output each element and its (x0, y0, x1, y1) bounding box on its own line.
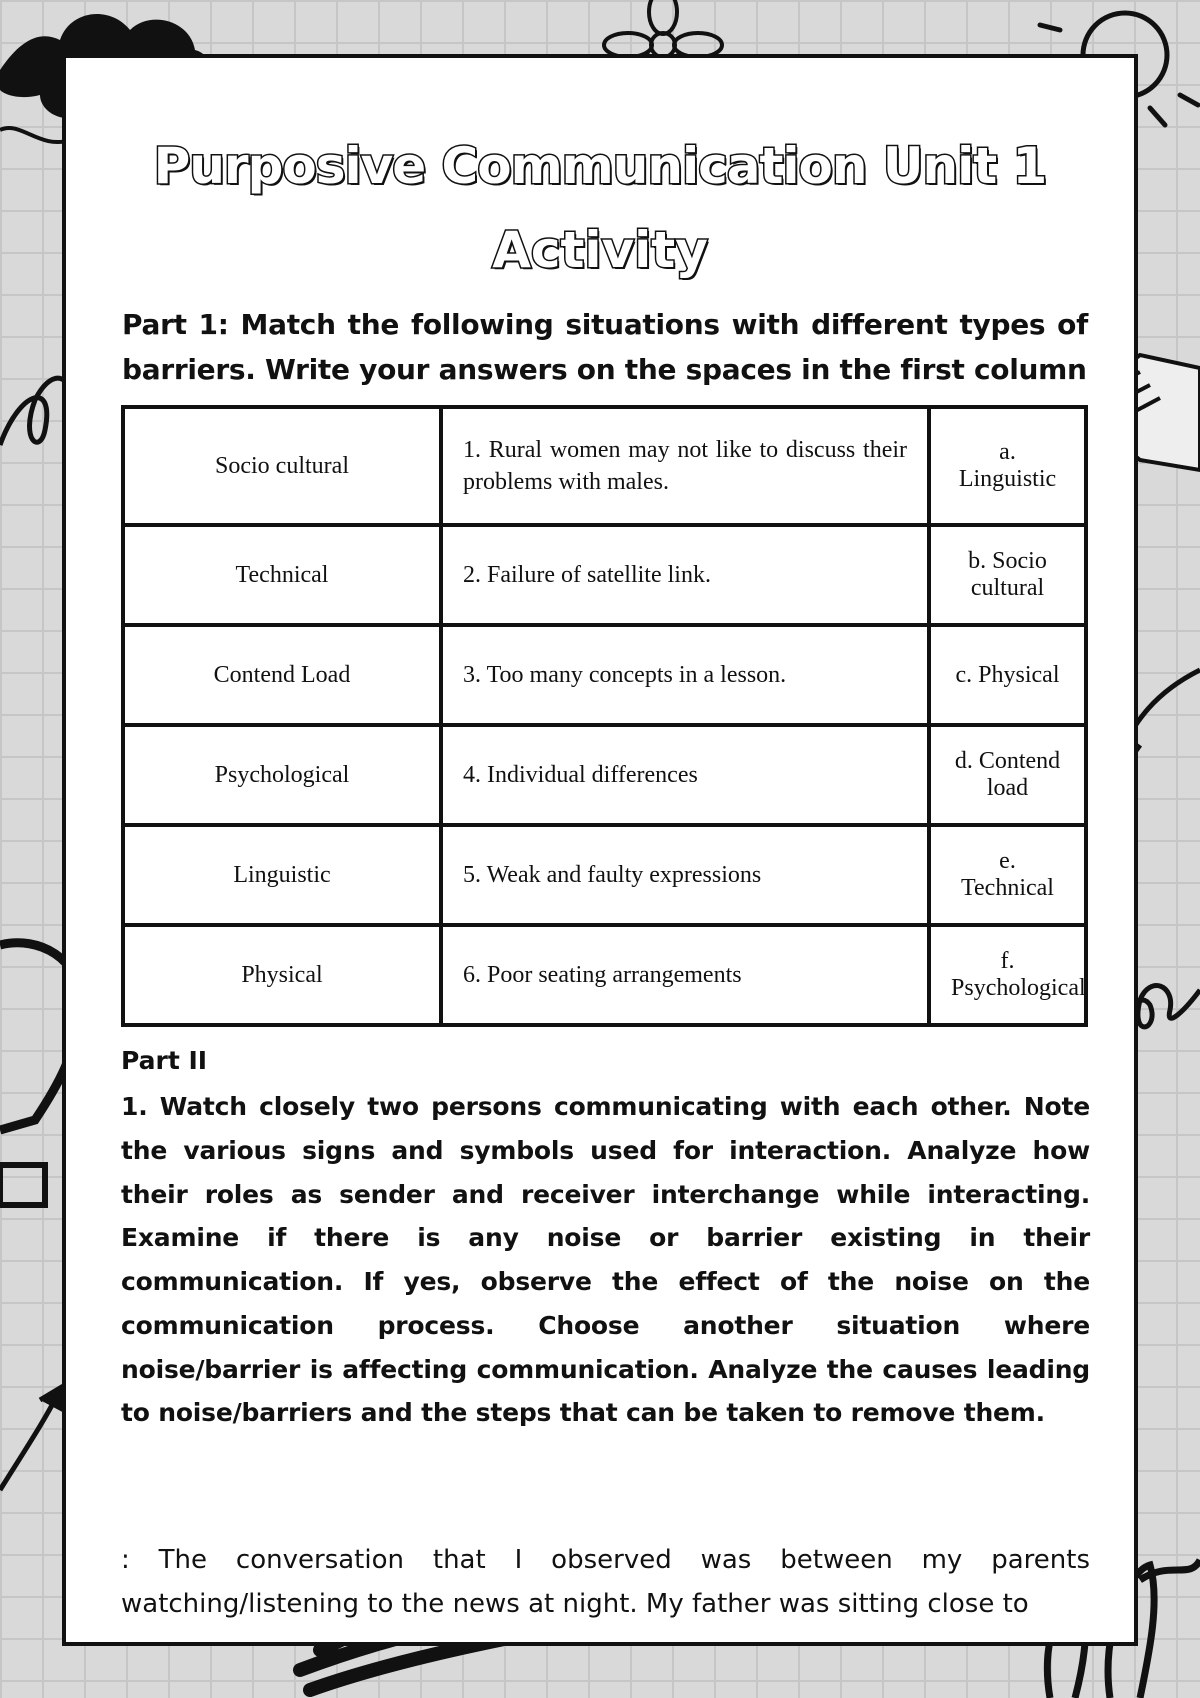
situation-cell: 3. Too many concepts in a lesson. (441, 625, 929, 725)
answer-cell: Physical (123, 925, 441, 1025)
table-row (123, 725, 1086, 825)
barrier-cell: d. Contend load (929, 725, 1086, 825)
barrier-cell: a. Linguistic (929, 407, 1086, 525)
situation-cell: 5. Weak and faulty expressions (441, 825, 929, 925)
barrier-cell: b. Socio cultural (929, 525, 1086, 625)
part2-question: 1. Watch closely two persons communicating with each other. Note the various signs and symbols used for interaction. Analyze how their roles as sender and receiver interchange while interacting. Examine if there is any noise or barrier existing in their communication. If yes, observe the effect of the noise on the communication process. Choose another situation where noise/barrier is affecting communication. Analyze the causes leading to noise/barriers and the steps that can be taken to remove them. (121, 1092, 1090, 1428)
answer-cell: Socio cultural (123, 407, 441, 525)
situation-cell: 2. Failure of satellite link. (441, 525, 929, 625)
table-row (123, 407, 1086, 525)
situation-cell: 6. Poor seating arrangements (441, 925, 929, 1025)
part2-answer: : The conversation that I observed was between my parents watching/listening to the news at night. My father was sitting close to (121, 1545, 1090, 1619)
table-row (123, 825, 1086, 925)
answer-cell: Linguistic (123, 825, 441, 925)
part1-instructions: Part 1: Match the following situations with different types of barriers. Write your answers on the spaces in the first column (122, 308, 1088, 386)
answer-cell: Technical (123, 525, 441, 625)
barrier-cell: e. Technical (929, 825, 1086, 925)
matching-table (121, 405, 1088, 1027)
situation-cell: 1. Rural women may not like to discuss their problems with males. (441, 407, 929, 525)
page-title-activity: Activity (492, 221, 708, 279)
table-row (123, 525, 1086, 625)
answer-cell: Contend Load (123, 625, 441, 725)
part2-heading: Part II (121, 1046, 208, 1075)
answer-cell: Psychological (123, 725, 441, 825)
worksheet-page (62, 54, 1138, 1646)
table-row (123, 625, 1086, 725)
table-row (123, 925, 1086, 1025)
page-title: Purposive Communication Unit 1 (153, 137, 1047, 195)
barrier-cell: f. Psychological (929, 925, 1086, 1025)
situation-cell: 4. Individual differences (441, 725, 929, 825)
barrier-cell: c. Physical (929, 625, 1086, 725)
